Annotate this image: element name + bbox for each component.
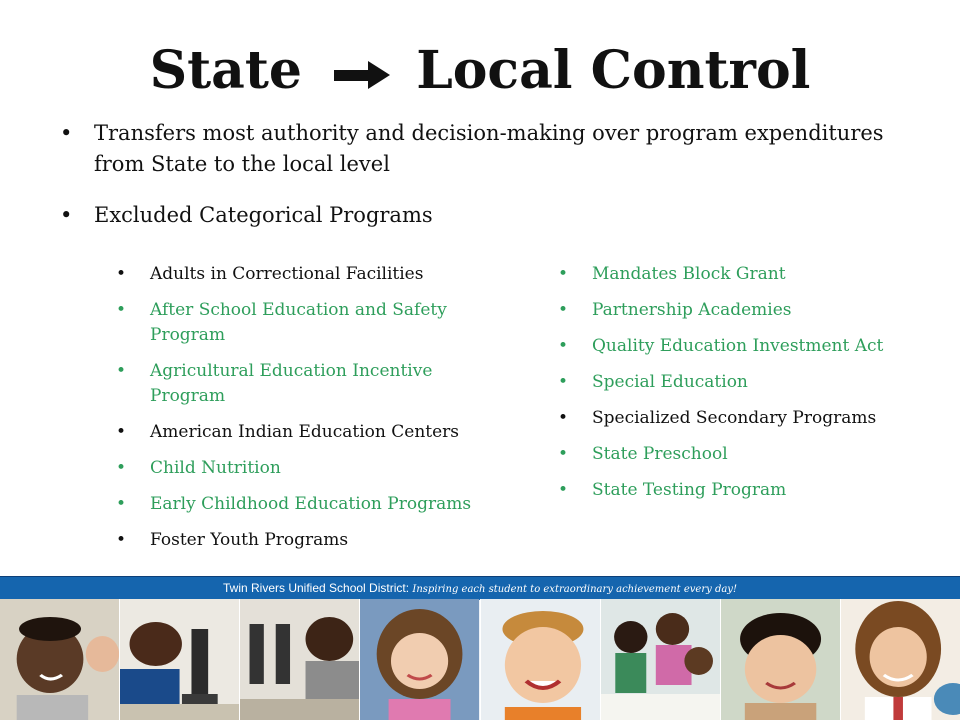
district-banner: [0, 576, 960, 600]
district-name: Twin Rivers Unified School District:: [223, 581, 410, 595]
program-item: • Specialized Secondary Programs: [558, 406, 938, 431]
program-item: • Foster Youth Programs: [116, 528, 506, 553]
program-item: • Agricultural Education Incentive Program: [116, 359, 506, 409]
program-item: • Adults in Correctional Facilities: [116, 262, 506, 287]
student-photo: [240, 599, 360, 720]
main-bullet: • Transfers most authority and decision-making over program expenditures from State to the local level: [60, 118, 920, 180]
program-item: • State Testing Program: [558, 478, 938, 503]
right-arrow-icon: [334, 39, 390, 105]
title-local-control: Local Control: [416, 40, 811, 101]
excluded-programs-right-column: [558, 262, 938, 514]
student-photo: [481, 599, 601, 720]
program-item: • Early Childhood Education Programs: [116, 492, 506, 517]
program-item: • Child Nutrition: [116, 456, 506, 481]
student-photo-strip: [0, 599, 960, 720]
program-item: • After School Education and Safety Program: [116, 298, 506, 348]
student-photo: [841, 599, 960, 720]
title-state: State: [149, 40, 302, 101]
slide-title: [0, 38, 960, 111]
program-item: • Quality Education Investment Act: [558, 334, 938, 359]
student-photo: [120, 599, 240, 720]
program-item: • Mandates Block Grant: [558, 262, 938, 287]
main-bullet: • Excluded Categorical Programs: [60, 200, 920, 231]
student-photo: [721, 599, 841, 720]
program-item: • State Preschool: [558, 442, 938, 467]
excluded-programs-left-column: [116, 262, 506, 564]
program-item: • Partnership Academies: [558, 298, 938, 323]
program-item: • American Indian Education Centers: [116, 420, 506, 445]
student-photo: [601, 599, 721, 720]
student-photo: [360, 599, 480, 720]
program-item: • Special Education: [558, 370, 938, 395]
student-photo: [0, 599, 120, 720]
district-tagline: Inspiring each student to extraordinary achievement every day!: [412, 584, 737, 595]
main-bullet-list: [60, 118, 920, 251]
